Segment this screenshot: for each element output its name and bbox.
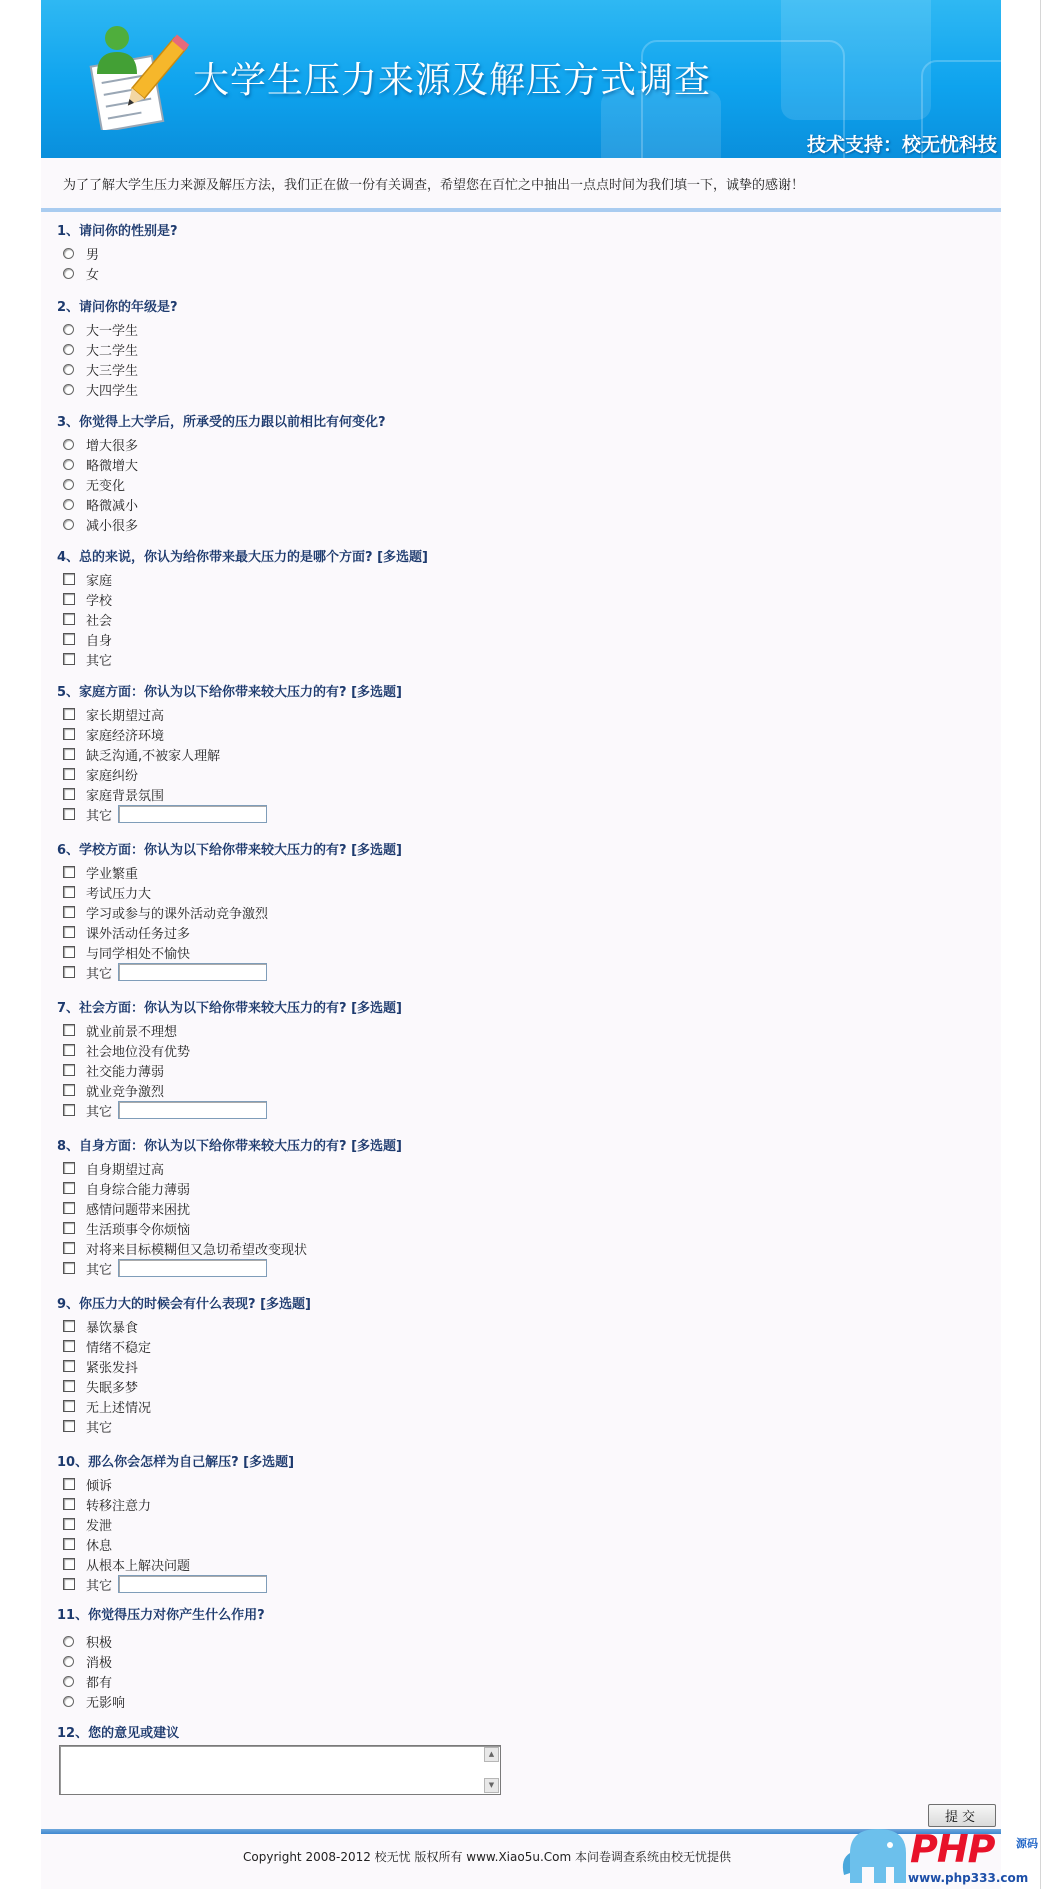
scroll-down-icon[interactable]: ▼	[484, 1778, 499, 1793]
option-label: 自身期望过高	[86, 1162, 165, 1178]
question-option[interactable]	[63, 745, 220, 763]
question-option[interactable]	[63, 1041, 190, 1059]
question-option[interactable]	[63, 705, 164, 723]
question-title: 3、你觉得上大学后，所承受的压力跟以前相比有何变化?	[57, 415, 386, 430]
option-label: 社会地位没有优势	[86, 1044, 191, 1060]
radio-button[interactable]	[63, 324, 74, 335]
option-label: 家庭背景氛围	[86, 788, 165, 804]
php-brand-cn: 源码	[1016, 1837, 1038, 1850]
checkbox[interactable]	[63, 808, 75, 820]
radio-button[interactable]	[63, 439, 74, 450]
question-option[interactable]	[63, 1515, 112, 1533]
checkbox[interactable]	[63, 1478, 75, 1490]
question-option[interactable]	[63, 264, 99, 282]
checkbox[interactable]	[63, 1182, 75, 1194]
question-option[interactable]	[63, 590, 112, 608]
option-label: 发泄	[86, 1518, 113, 1534]
checkbox[interactable]	[63, 1262, 75, 1274]
checkbox[interactable]	[63, 653, 75, 665]
option-label: 学习或参与的课外活动竞争激烈	[86, 906, 269, 922]
question-title: 1、请问你的性别是?	[57, 224, 178, 239]
checkbox[interactable]	[63, 788, 75, 800]
question-option[interactable]	[63, 360, 138, 378]
radio-button[interactable]	[63, 459, 74, 470]
page-edge	[1040, 0, 1041, 1889]
survey-logo-icon	[81, 18, 191, 130]
question-title: 11、你觉得压力对你产生什么作用?	[57, 1608, 265, 1623]
survey-page	[41, 0, 1001, 1889]
page-title: 大学生压力来源及解压方式调查	[193, 60, 712, 101]
question-option[interactable]	[63, 1475, 112, 1493]
option-label: 其它	[86, 966, 113, 982]
option-label: 考试压力大	[86, 886, 152, 902]
question-title: 9、你压力大的时候会有什么表现? [多选题]	[57, 1297, 311, 1312]
checkbox[interactable]	[63, 633, 75, 645]
question-option[interactable]	[63, 1159, 164, 1177]
option-label: 无影响	[86, 1695, 126, 1711]
question-option[interactable]	[63, 1337, 151, 1355]
php-url: www.php333.com	[908, 1871, 1029, 1885]
checkbox[interactable]	[63, 613, 75, 625]
question-option[interactable]	[63, 943, 190, 961]
copyright-text: Copyright 2008-2012 校无忧 版权所有 www.Xiao5u.Com 本问卷调查系统由校无忧提供	[243, 1850, 731, 1864]
question-title: 10、那么你会怎样为自己解压? [多选题]	[57, 1455, 295, 1470]
option-label: 社交能力薄弱	[86, 1064, 165, 1080]
question-option[interactable]	[63, 630, 112, 648]
question-title: 6、学校方面：你认为以下给你带来较大压力的有? [多选题]	[57, 843, 402, 858]
option-label: 生活琐事令你烦恼	[86, 1222, 191, 1238]
other-text-input[interactable]	[118, 1575, 267, 1593]
checkbox[interactable]	[63, 708, 75, 720]
other-text-input[interactable]	[118, 1101, 267, 1119]
option-label: 家长期望过高	[86, 708, 165, 724]
option-label: 就业竞争激烈	[86, 1084, 165, 1100]
question-option[interactable]	[63, 785, 164, 803]
radio-button[interactable]	[63, 479, 74, 490]
checkbox[interactable]	[63, 573, 75, 585]
radio-button[interactable]	[63, 344, 74, 355]
option-label: 大四学生	[86, 383, 139, 399]
option-label: 家庭	[86, 573, 113, 589]
question-option[interactable]	[63, 805, 267, 823]
question-option[interactable]	[63, 1179, 190, 1197]
question-title: 8、自身方面：你认为以下给你带来较大压力的有? [多选题]	[57, 1139, 402, 1154]
checkbox[interactable]	[63, 593, 75, 605]
question-option[interactable]	[63, 765, 138, 783]
question-option[interactable]	[63, 1239, 307, 1257]
option-label: 其它	[86, 653, 113, 669]
option-label: 家庭纠纷	[86, 768, 139, 784]
option-label: 倾诉	[86, 1478, 113, 1494]
checkbox[interactable]	[63, 1242, 75, 1254]
question-option[interactable]	[63, 1397, 151, 1415]
question-title: 7、社会方面：你认为以下给你带来较大压力的有? [多选题]	[57, 1001, 402, 1016]
option-label: 无上述情况	[86, 1400, 152, 1416]
question-title: 12、您的意见或建议	[57, 1726, 180, 1741]
question-option[interactable]	[63, 1101, 267, 1119]
php-brand: PHP	[910, 1827, 995, 1871]
radio-button[interactable]	[63, 1696, 74, 1707]
question-option[interactable]	[63, 610, 112, 628]
question-option[interactable]	[63, 1259, 267, 1277]
question-option[interactable]	[63, 1535, 112, 1553]
checkbox[interactable]	[63, 1320, 75, 1332]
option-label: 其它	[86, 1578, 113, 1594]
question-option[interactable]	[63, 320, 138, 338]
question-option[interactable]	[63, 340, 138, 358]
radio-button[interactable]	[63, 248, 74, 259]
question-option[interactable]	[63, 1357, 138, 1375]
option-label: 消极	[86, 1655, 113, 1671]
option-label: 情绪不稳定	[86, 1340, 152, 1356]
question-title: 2、请问你的年级是?	[57, 300, 178, 315]
question-option[interactable]	[63, 455, 138, 473]
checkbox[interactable]	[63, 966, 75, 978]
radio-button[interactable]	[63, 364, 74, 375]
option-label: 略微增大	[86, 458, 139, 474]
question-title: 5、家庭方面：你认为以下给你带来较大压力的有? [多选题]	[57, 685, 402, 700]
php333-watermark	[840, 1823, 1048, 1889]
option-label: 其它	[86, 1262, 113, 1278]
checkbox[interactable]	[63, 926, 75, 938]
option-label: 社会	[86, 613, 113, 629]
question-option[interactable]	[63, 1555, 190, 1573]
option-label: 自身综合能力薄弱	[86, 1182, 191, 1198]
option-label: 其它	[86, 1420, 113, 1436]
option-label: 学校	[86, 593, 113, 609]
checkbox[interactable]	[63, 1400, 75, 1412]
checkbox[interactable]	[63, 1024, 75, 1036]
option-label: 减小很多	[86, 518, 139, 534]
checkbox[interactable]	[63, 866, 75, 878]
header-banner	[41, 0, 1001, 158]
checkbox[interactable]	[63, 728, 75, 740]
option-label: 缺乏沟通,不被家人理解	[86, 748, 221, 764]
question-option[interactable]	[63, 1377, 138, 1395]
question-option[interactable]	[63, 863, 138, 881]
radio-button[interactable]	[63, 1636, 74, 1647]
question-option[interactable]	[63, 1417, 112, 1435]
checkbox[interactable]	[63, 1104, 75, 1116]
other-text-input[interactable]	[118, 963, 267, 981]
option-label: 家庭经济环境	[86, 728, 165, 744]
option-label: 对将来目标模糊但又急切希望改变现状	[86, 1242, 308, 1258]
checkbox[interactable]	[63, 1498, 75, 1510]
option-label: 感情问题带来困扰	[86, 1202, 191, 1218]
checkbox[interactable]	[63, 1578, 75, 1590]
checkbox[interactable]	[63, 906, 75, 918]
option-label: 略微减小	[86, 498, 139, 514]
checkbox[interactable]	[63, 1420, 75, 1432]
question-option[interactable]	[63, 1219, 190, 1237]
question-option[interactable]	[63, 1692, 125, 1710]
question-option[interactable]	[63, 650, 112, 668]
submit-button[interactable]: 提交	[928, 1804, 996, 1827]
question-option[interactable]	[63, 1632, 112, 1650]
tech-support-label: 技术支持：校无忧科技	[806, 134, 997, 156]
checkbox[interactable]	[63, 946, 75, 958]
checkbox[interactable]	[63, 1044, 75, 1056]
checkbox[interactable]	[63, 1558, 75, 1570]
question-option[interactable]	[63, 1652, 112, 1670]
question-option[interactable]	[63, 1199, 190, 1217]
scroll-up-icon[interactable]: ▲	[484, 1747, 499, 1762]
option-label: 暴饮暴食	[86, 1320, 139, 1336]
checkbox[interactable]	[63, 1064, 75, 1076]
option-label: 积极	[86, 1635, 113, 1651]
checkbox[interactable]	[63, 1222, 75, 1234]
option-label: 就业前景不理想	[86, 1024, 178, 1040]
checkbox[interactable]	[63, 1518, 75, 1530]
question-option[interactable]	[63, 883, 151, 901]
radio-button[interactable]	[63, 268, 74, 279]
question-option[interactable]	[63, 1672, 112, 1690]
radio-button[interactable]	[63, 1676, 74, 1687]
option-label: 都有	[86, 1675, 113, 1691]
option-label: 转移注意力	[86, 1498, 152, 1514]
option-label: 自身	[86, 633, 113, 649]
checkbox[interactable]	[63, 1162, 75, 1174]
checkbox[interactable]	[63, 1340, 75, 1352]
option-label: 学业繁重	[86, 866, 139, 882]
option-label: 女	[86, 267, 100, 283]
question-title: 4、总的来说，你认为给你带来最大压力的是哪个方面? [多选题]	[57, 550, 428, 565]
checkbox[interactable]	[63, 886, 75, 898]
option-label: 增大很多	[86, 438, 139, 454]
option-label: 大二学生	[86, 343, 139, 359]
option-label: 课外活动任务过多	[86, 926, 191, 942]
other-text-input[interactable]	[118, 805, 267, 823]
question-option[interactable]	[63, 435, 138, 453]
radio-button[interactable]	[63, 384, 74, 395]
question-option[interactable]	[63, 1495, 151, 1513]
checkbox[interactable]	[63, 1380, 75, 1392]
option-label: 紧张发抖	[86, 1360, 139, 1376]
question-option[interactable]	[63, 244, 99, 262]
intro-divider	[41, 208, 1001, 212]
question-option[interactable]	[63, 963, 267, 981]
question-option[interactable]	[63, 515, 138, 533]
question-option[interactable]	[63, 923, 190, 941]
option-label: 从根本上解决问题	[86, 1558, 191, 1574]
question-option[interactable]	[63, 1021, 177, 1039]
question-option[interactable]	[63, 1575, 267, 1593]
question-option[interactable]	[63, 903, 268, 921]
checkbox[interactable]	[63, 748, 75, 760]
option-label: 大一学生	[86, 323, 139, 339]
option-label: 男	[86, 247, 100, 263]
question-option[interactable]	[63, 725, 164, 743]
checkbox[interactable]	[63, 768, 75, 780]
question-option[interactable]	[63, 1061, 164, 1079]
option-label: 其它	[86, 808, 113, 824]
question-option[interactable]	[63, 495, 138, 513]
option-label: 大三学生	[86, 363, 139, 379]
option-label: 其它	[86, 1104, 113, 1120]
advice-textarea[interactable]	[59, 1745, 501, 1795]
intro-text: 为了了解大学生压力来源及解压方法，我们正在做一份有关调查，希望您在百忙之中抽出一点点时间为我们填一下，诚挚的感谢！	[63, 178, 805, 193]
checkbox[interactable]	[63, 1360, 75, 1372]
question-option[interactable]	[63, 1081, 164, 1099]
checkbox[interactable]	[63, 1202, 75, 1214]
checkbox[interactable]	[63, 1084, 75, 1096]
checkbox[interactable]	[63, 1538, 75, 1550]
option-label: 失眠多梦	[86, 1380, 139, 1396]
question-option[interactable]	[63, 1317, 138, 1335]
option-label: 休息	[86, 1538, 113, 1554]
question-option[interactable]	[63, 380, 138, 398]
radio-button[interactable]	[63, 1656, 74, 1667]
question-option[interactable]	[63, 475, 125, 493]
option-label: 与同学相处不愉快	[86, 946, 191, 962]
radio-button[interactable]	[63, 519, 74, 530]
other-text-input[interactable]	[118, 1259, 267, 1277]
option-label: 无变化	[86, 478, 126, 494]
radio-button[interactable]	[63, 499, 74, 510]
question-option[interactable]	[63, 570, 112, 588]
